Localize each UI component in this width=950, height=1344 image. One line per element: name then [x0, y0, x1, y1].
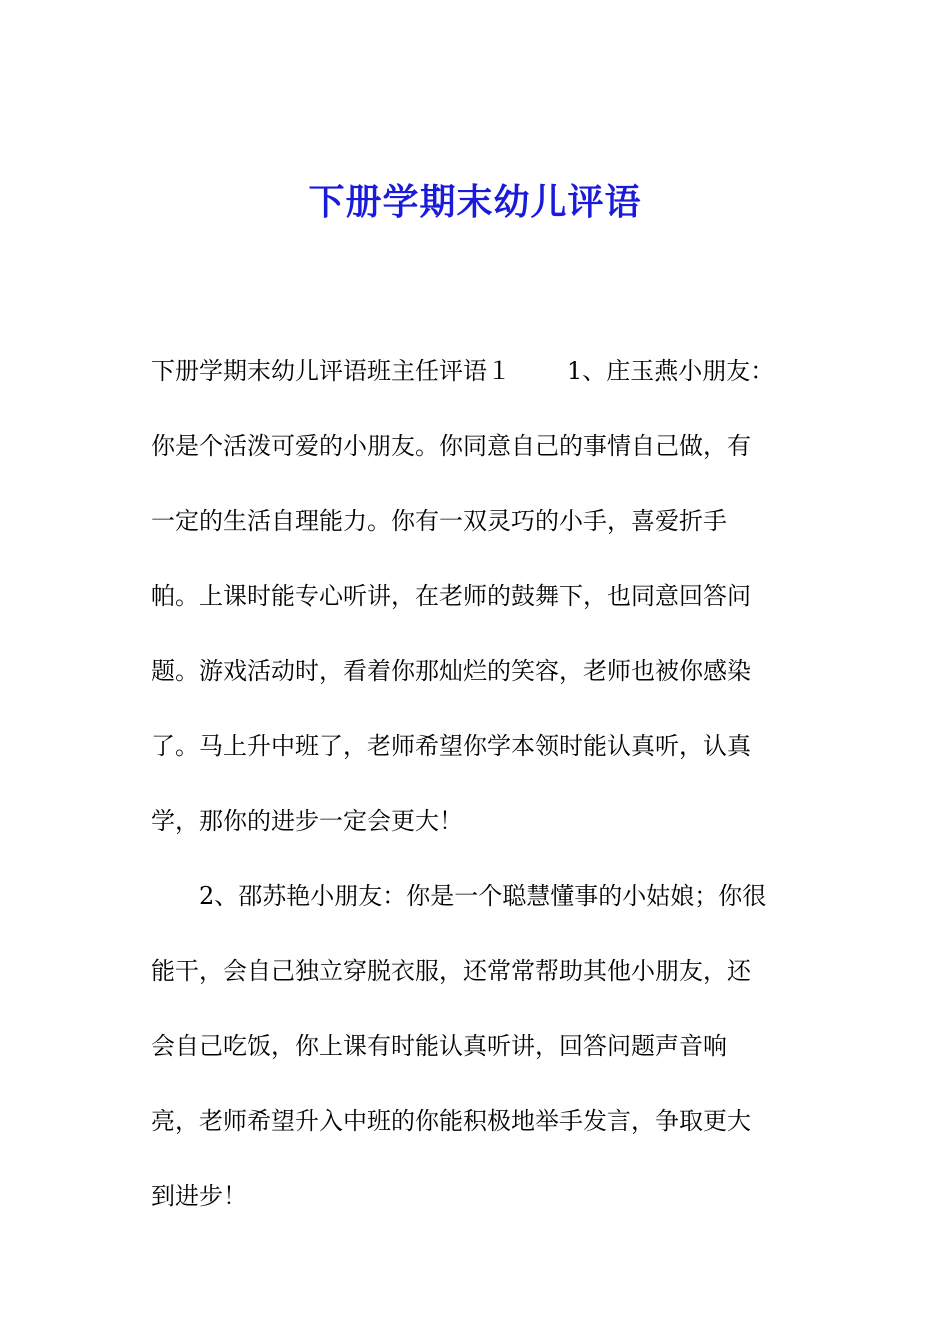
- paragraph-line: 了。马上升中班了，老师希望你学本领时能认真听，认真: [151, 732, 751, 760]
- paragraph-line: 2、邵苏艳小朋友：你是一个聪慧懂事的小姑娘；你很: [199, 882, 767, 910]
- document-title: 下册学期末幼儿评语: [308, 181, 642, 223]
- document-body: [151, 334, 811, 1234]
- paragraph-line: 帕。上课时能专心听讲，在老师的鼓舞下，也同意回答问: [151, 582, 751, 610]
- paragraph-line: 学，那你的进步一定会更大！: [151, 807, 463, 835]
- paragraph-line: [151, 334, 811, 409]
- paragraph-line: 你是个活泼可爱的小朋友。你同意自己的事情自己做，有: [151, 432, 751, 460]
- paragraph-line: 能干，会自己独立穿脱衣服，还常常帮助其他小朋友，还: [151, 957, 751, 985]
- paragraph-line: 到进步！: [151, 1182, 247, 1210]
- paragraph-line: 亮，老师希望升入中班的你能积极地举手发言，争取更大: [151, 1107, 751, 1135]
- paragraph-line: 题。游戏活动时，看着你那灿烂的笑容，老师也被你感染: [151, 657, 751, 685]
- item-heading: 1、庄玉燕小朋友：: [567, 357, 775, 385]
- paragraph-line: 会自己吃饭，你上课有时能认真听讲，回答问题声音响: [151, 1032, 727, 1060]
- section-heading: 下册学期末幼儿评语班主任评语１: [151, 357, 511, 385]
- paragraph-line: 一定的生活自理能力。你有一双灵巧的小手，喜爱折手: [151, 507, 727, 535]
